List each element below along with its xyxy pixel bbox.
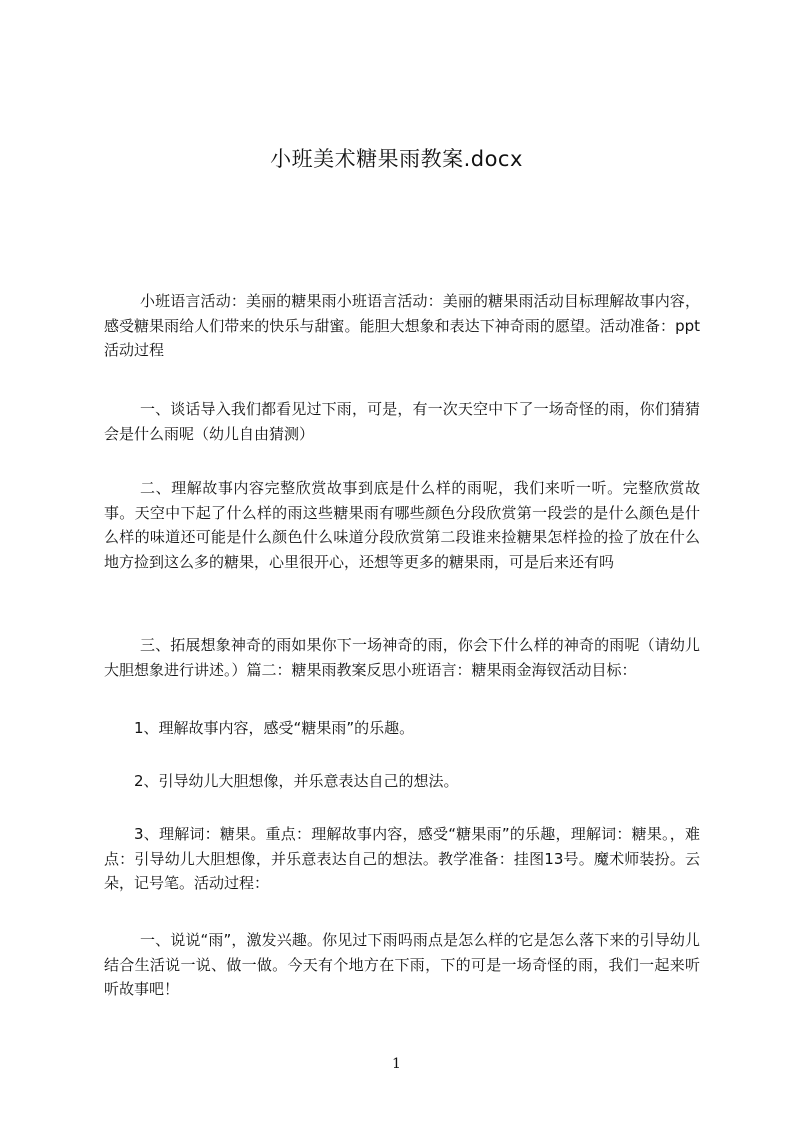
paragraph-goal-1: 1、理解故事内容，感受“糖果雨”的乐趣。 bbox=[134, 719, 415, 737]
paragraph-goal-3: 3、理解词：糖果。重点：理解故事内容，感受“糖果雨”的乐趣，理解词：糖果。，难点：引导幼儿大胆想像，并乐意表达自己的想法。教学准备：挂图13号。魔术师装扮。云朵，记号笔。活动过程： bbox=[104, 825, 700, 892]
paragraph-activity-1: 一、说说“雨”，激发兴趣。你见过下雨吗雨点是怎么样的它是怎么落下来的引导幼儿结合生活说一说、做一做。今天有个地方在下雨，下的可是一场奇怪的雨，我们一起来听听故事吧！ bbox=[104, 931, 700, 998]
paragraph-section-1: 一、谈话导入我们都看见过下雨，可是，有一次天空中下了一场奇怪的雨，你们猜猜会是什么雨呢（幼儿自由猜测） bbox=[104, 400, 700, 443]
paragraph-section-3: 三、拓展想象神奇的雨如果你下一场神奇的雨，你会下什么样的神奇的雨呢（请幼儿大胆想象进行讲述。）篇二：糖果雨教案反思小班语言：糖果雨金海钗活动目标： bbox=[104, 636, 700, 679]
paragraph-goal-2: 2、引导幼儿大胆想像，并乐意表达自己的想法。 bbox=[134, 772, 459, 790]
paragraph-intro: 小班语言活动：美丽的糖果雨小班语言活动：美丽的糖果雨活动目标理解故事内容，感受糖果雨给人们带来的快乐与甜蜜。能胆大想象和表达下神奇雨的愿望。活动准备：ppt活动过程 bbox=[104, 292, 700, 359]
document-title: 小班美术糖果雨教案.docx bbox=[270, 147, 523, 171]
page-number: 1 bbox=[392, 1056, 401, 1072]
paragraph-section-2: 二、理解故事内容完整欣赏故事到底是什么样的雨呢，我们来听一听。完整欣赏故事。天空中下起了什么样的雨这些糖果雨有哪些颜色分段欣赏第一段尝的是什么颜色是什么样的味道还可能是什么颜色什么味道分段欣赏第二段谁来捡糖果怎样捡的捡了放在什么地方捡到这么多的糖果，心里很开心，还想等更多的糖果雨，可是后来还有吗 bbox=[104, 479, 700, 571]
